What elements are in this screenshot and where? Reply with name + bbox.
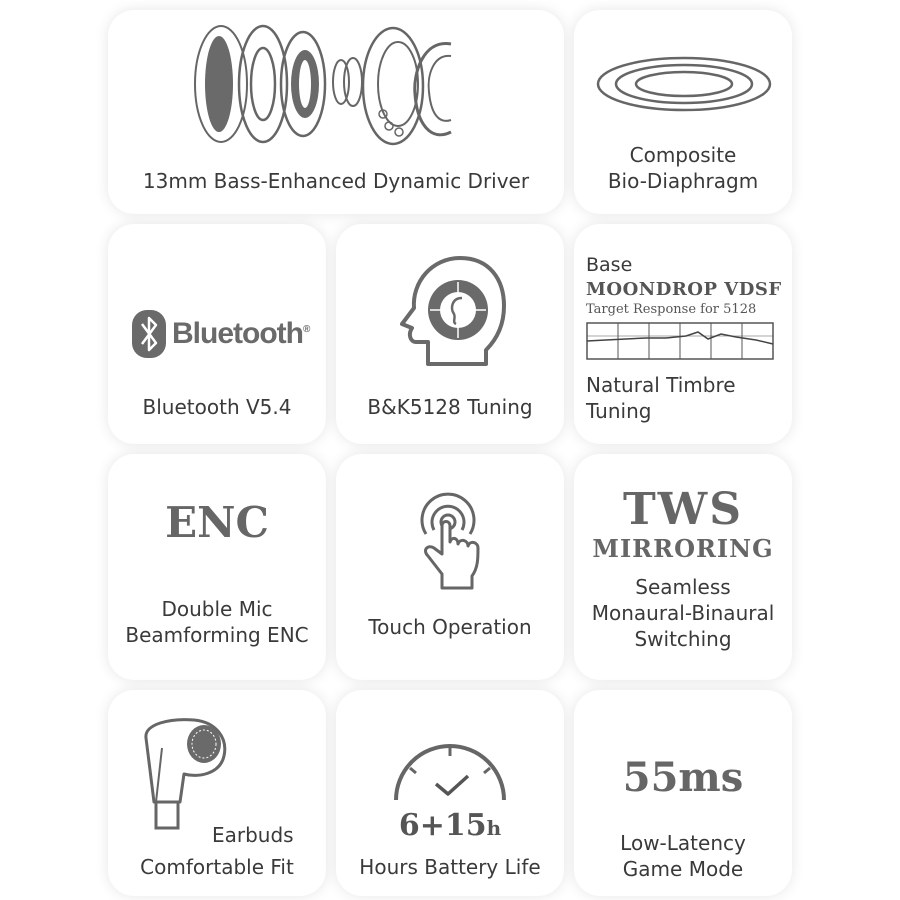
target-brand: MOONDROP VDSF xyxy=(586,279,782,300)
bluetooth-label: Bluetooth V5.4 xyxy=(142,395,292,419)
head-ear-icon xyxy=(398,252,508,372)
latency-label-line1: Low-Latency xyxy=(620,831,746,855)
frequency-graph-icon xyxy=(586,322,774,360)
feature-card-touch xyxy=(336,454,564,680)
target-label-line1: Natural Timbre xyxy=(586,373,736,397)
diaphragm-label-line2: Bio-Diaphragm xyxy=(607,169,759,193)
feature-card-diaphragm xyxy=(574,10,792,214)
diaphragm-rings-icon xyxy=(594,54,774,114)
diaphragm-label-line1: Composite xyxy=(629,143,737,167)
touch-hand-icon xyxy=(408,492,488,592)
fit-label-line2: Comfortable Fit xyxy=(140,855,294,879)
latency-label-line2: Game Mode xyxy=(622,857,744,881)
tws-title: TWS xyxy=(623,484,743,535)
feature-card-fit xyxy=(108,690,326,896)
driver-exploded-icon xyxy=(193,14,493,164)
tws-label-line1: Seamless xyxy=(635,575,731,599)
fit-label-line1: Earbuds xyxy=(212,823,294,847)
feature-card-latency xyxy=(574,690,792,896)
target-base: Base xyxy=(586,254,633,276)
clock-icon xyxy=(390,740,510,800)
bluetooth-icon xyxy=(132,310,166,358)
driver-label: 13mm Bass-Enhanced Dynamic Driver xyxy=(142,169,530,193)
enc-label-line2: Beamforming ENC xyxy=(125,623,309,647)
feature-card-driver xyxy=(108,10,564,214)
tws-label-line2: Monaural-Binaural xyxy=(591,601,775,625)
latency-value: 55ms xyxy=(622,754,744,801)
target-subtitle: Target Response for 5128 xyxy=(586,302,757,317)
feature-card-bluetooth xyxy=(108,224,326,444)
tuning-label: B&K5128 Tuning xyxy=(367,395,533,419)
enc-label-line1: Double Mic xyxy=(161,597,273,621)
feature-card-enc xyxy=(108,454,326,680)
feature-card-tuning xyxy=(336,224,564,444)
tws-label-line3: Switching xyxy=(634,627,732,651)
target-label-line2: Tuning xyxy=(586,399,652,423)
feature-card-tws xyxy=(574,454,792,680)
tws-subtitle: MIRRORING xyxy=(592,534,774,563)
feature-card-target xyxy=(574,224,792,444)
battery-label: Hours Battery Life xyxy=(359,855,541,879)
enc-logo: ENC xyxy=(165,498,269,547)
touch-label: Touch Operation xyxy=(368,615,532,639)
feature-card-battery xyxy=(336,690,564,896)
bluetooth-logo-text: Bluetooth® xyxy=(172,317,310,350)
battery-value: 6+15h xyxy=(398,808,502,843)
earbud-icon xyxy=(134,716,234,836)
